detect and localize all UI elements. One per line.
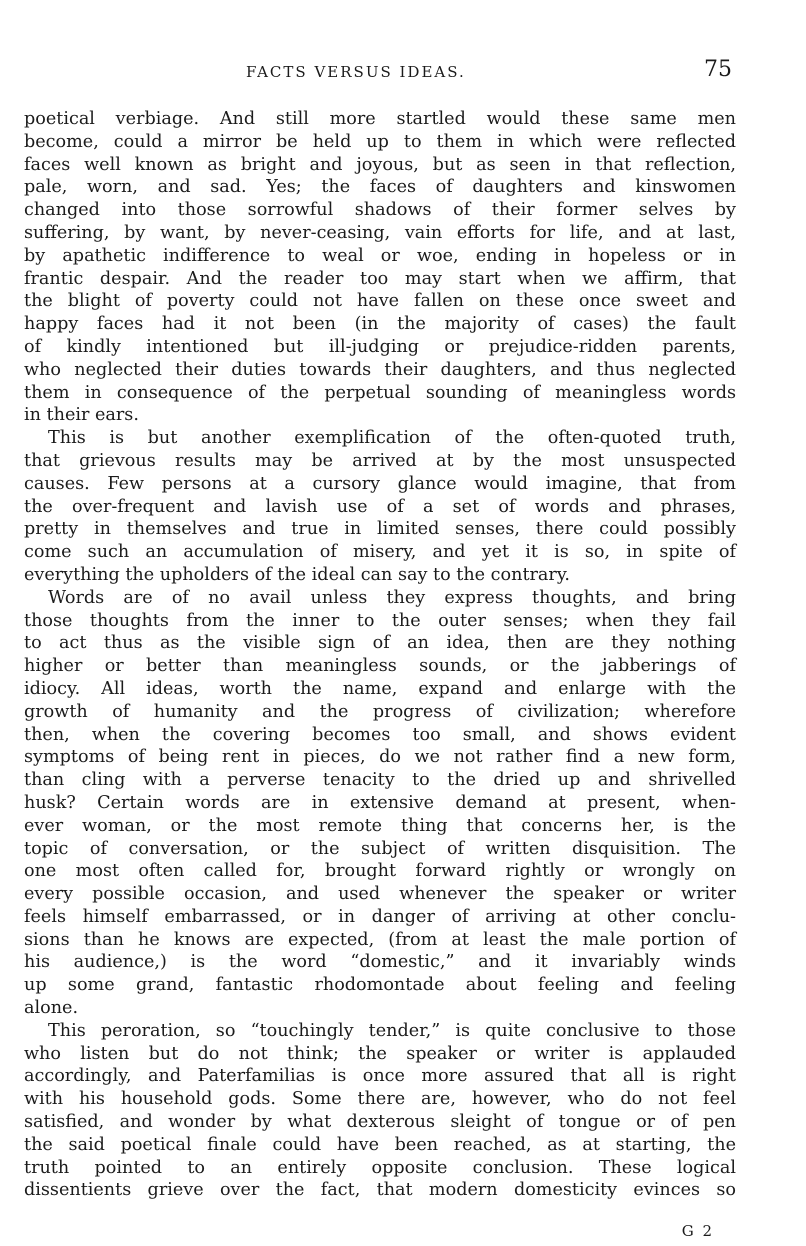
text-line: feels himself embarrassed, or in danger of arriving at other conclu- bbox=[24, 906, 736, 927]
text-line: to act thus as the visible sign of an idea, then are they nothing bbox=[24, 633, 736, 654]
text-line: in their ears. bbox=[24, 405, 139, 426]
text-line: poetical verbiage. And still more startled would these same men bbox=[24, 109, 736, 129]
text-line: than cling with a perverse tenacity to the dried up and shrivelled bbox=[24, 770, 736, 791]
text-line: that grievous results may be arrived at by the most unsuspected bbox=[24, 450, 736, 471]
text-line: Words are of no avail unless they express thoughts, and bring bbox=[48, 587, 736, 608]
text-line: the over-frequent and lavish use of a set of words and phrases, bbox=[24, 496, 736, 517]
text-line: one most often called for, brought forward rightly or wrongly on bbox=[24, 861, 736, 882]
text-line: topic of conversation, or the subject of written disquisition. The bbox=[24, 838, 736, 859]
text-line: This peroration, so “touchingly tender,” is quite conclusive to those bbox=[48, 1020, 736, 1041]
page-header bbox=[0, 57, 806, 92]
text-line: everything the upholders of the ideal can say to the contrary. bbox=[24, 564, 571, 585]
text-line: sions than he knows are expected, (from at least the male portion of bbox=[24, 929, 736, 950]
text-line: truth pointed to an entirely opposite conclusion. These logical bbox=[24, 1157, 736, 1178]
text-line: frantic despair. And the reader too may start when we affirm, that bbox=[24, 268, 736, 289]
text-line: of kindly intentioned but ill-judging or prejudice-ridden parents, bbox=[24, 336, 736, 357]
text-line: them in consequence of the perpetual sounding of meaningless words bbox=[24, 382, 736, 403]
printer-signature: G 2 bbox=[681, 1222, 714, 1240]
text-line: up some grand, fantastic rhodomontade about feeling and feeling bbox=[24, 975, 736, 996]
text-line: faces well known as bright and joyous, but as seen in that reflection, bbox=[24, 154, 736, 175]
text-line: his audience,) is the word “domestic,” and it invariably winds bbox=[24, 952, 736, 973]
text-line: symptoms of being rent in pieces, do we not rather find a new form, bbox=[24, 747, 736, 768]
text-line: satisfied, and wonder by what dexterous sleight of tongue or of pen bbox=[24, 1112, 736, 1133]
text-line: growth of humanity and the progress of civilization; wherefore bbox=[24, 701, 736, 722]
text-line: alone. bbox=[24, 998, 79, 1019]
text-line: dissentients grieve over the fact, that modern domesticity evinces so bbox=[24, 1180, 736, 1201]
text-line: accordingly, and Paterfamilias is once more assured that all is right bbox=[24, 1066, 736, 1087]
text-line: changed into those sorrowful shadows of their former selves by bbox=[24, 200, 736, 221]
text-line: suffering, by want, by never-ceasing, vain efforts for life, and at last, bbox=[24, 222, 736, 243]
text-line: who neglected their duties towards their daughters, and thus neglected bbox=[24, 359, 736, 380]
text-line: with his household gods. Some there are, however, who do not feel bbox=[24, 1089, 736, 1110]
body-text bbox=[24, 108, 736, 1202]
text-line: ever woman, or the most remote thing that concerns her, is the bbox=[24, 815, 736, 836]
text-line: become, could a mirror be held up to them in which were reflected bbox=[24, 131, 736, 152]
page-number: 75 bbox=[704, 57, 732, 82]
text-line: idiocy. All ideas, worth the name, expand and enlarge with the bbox=[24, 678, 736, 699]
text-line: happy faces had it not been (in the majority of cases) the fault bbox=[24, 314, 736, 335]
text-line: then, when the covering becomes too small, and shows evident bbox=[24, 724, 736, 745]
text-line: every possible occasion, and used whenever the speaker or writer bbox=[24, 884, 736, 905]
text-line: by apathetic indifference to weal or woe, ending in hopeless or in bbox=[24, 245, 736, 266]
text-line: husk? Certain words are in extensive demand at present, when- bbox=[24, 792, 736, 813]
text-line: higher or better than meaningless sounds, or the jabberings of bbox=[24, 656, 736, 677]
text-line: pretty in themselves and true in limited senses, there could possibly bbox=[24, 519, 736, 540]
text-line: who listen but do not think; the speaker or writer is applauded bbox=[24, 1043, 736, 1064]
text-line: This is but another exemplification of the often-quoted truth, bbox=[48, 428, 736, 449]
text-line: pale, worn, and sad. Yes; the faces of daughters and kinswomen bbox=[24, 177, 736, 198]
text-line: the said poetical finale could have been reached, as at starting, the bbox=[24, 1134, 736, 1155]
text-line: those thoughts from the inner to the outer senses; when they fail bbox=[24, 610, 736, 631]
text-line: come such an accumulation of misery, and yet it is so, in spite of bbox=[24, 542, 736, 563]
running-title: FACTS VERSUS IDEAS. bbox=[246, 63, 466, 81]
text-line: causes. Few persons at a cursory glance would imagine, that from bbox=[24, 473, 736, 494]
text-line: the blight of poverty could not have fallen on these once sweet and bbox=[24, 291, 736, 312]
